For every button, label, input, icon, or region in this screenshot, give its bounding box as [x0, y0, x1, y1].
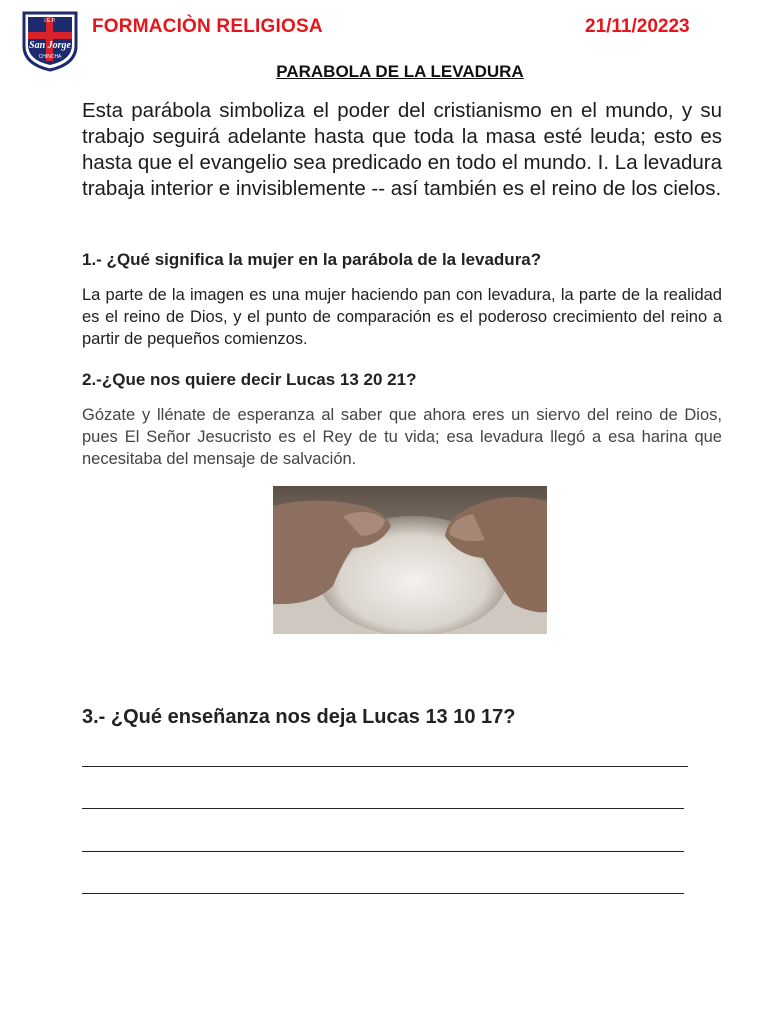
- svg-text:I.E.P.: I.E.P.: [44, 18, 56, 24]
- answer-1: La parte de la imagen es una mujer haciendo pan con levadura, la parte de la realidad es el reino de Dios, y el punto de comparación es el poderoso crecimiento del reino a partir de pequeños comienzos.: [82, 286, 722, 348]
- svg-text:CHINCHA: CHINCHA: [38, 54, 62, 60]
- subject-title: FORMACIÒN RELIGIOSA: [92, 16, 323, 37]
- question-1: 1.- ¿Qué significa la mujer en la parábola de la levadura?: [82, 250, 542, 269]
- answer-line-4[interactable]: [82, 893, 684, 894]
- answer-2: Gózate y llénate de esperanza al saber que ahora eres un siervo del reino de Dios, pues El Señor Jesucristo es el Rey de tu vida; esa levadura llegó a esa harina que necesitaba del mensaje de salvación.: [82, 406, 722, 468]
- question-3: 3.- ¿Qué enseñanza nos deja Lucas 13 10 17?: [82, 706, 516, 728]
- document-date: 21/11/20223: [585, 16, 690, 37]
- answer-line-2[interactable]: [82, 808, 684, 809]
- answer-line-3[interactable]: [82, 851, 684, 852]
- question-2: 2.-¿Que nos quiere decir Lucas 13 20 21?: [82, 370, 417, 389]
- page-title: PARABOLA DE LA LEVADURA: [276, 62, 524, 81]
- hands-kneading-dough-photo: [273, 486, 547, 634]
- answer-line-1[interactable]: [82, 766, 688, 767]
- intro-paragraph: Esta parábola simboliza el poder del cristianismo en el mundo, y su trabajo seguirá adelante hasta que toda la masa esté leuda; esto es hasta que el evangelio sea predicado en todo el mundo. I. La levadura trabaja interior e invisiblemente -- así también es el reino de los cielos.: [82, 99, 722, 200]
- svg-text:San Jorge: San Jorge: [29, 40, 71, 51]
- document-header: [0, 0, 768, 60]
